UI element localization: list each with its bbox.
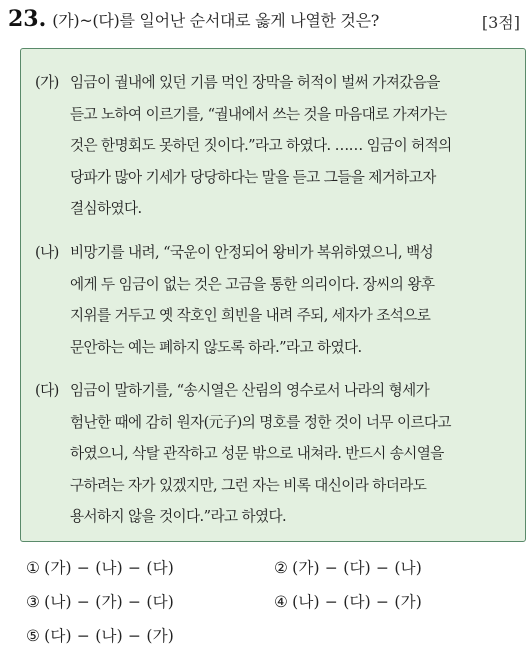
question-stem: (가)~(다)를 일어난 순서대로 옳게 나열한 것은?: [52, 11, 380, 30]
passage-marker: (가): [35, 74, 59, 91]
choice-5[interactable]: [26, 624, 174, 646]
passage-marker: (나): [35, 244, 59, 261]
choice-number: ②: [274, 559, 289, 577]
question-header: [8, 6, 524, 36]
passage-line: 결심하였다.: [70, 200, 142, 217]
choice-1[interactable]: [26, 556, 174, 578]
passage-line: 험난한 때에 감히 원자(元子)의 명호를 정한 것이 너무 이르다고: [70, 413, 451, 431]
passage-text: 임금이 궐내에 있던 기름 먹인 장막을 허적이 벌써 가져갔음을: [70, 74, 440, 91]
passage-line: 당파가 많아 기세가 당당하다는 말을 듣고 그들을 제거하고자: [70, 168, 436, 186]
passage-line: 문안하는 예는 폐하지 않도록 하라.”라고 하였다.: [70, 338, 362, 356]
choice-text: (나) − (다) − (가): [292, 593, 422, 611]
choice-text: (가) − (다) − (나): [292, 559, 422, 577]
passage-line: [35, 375, 513, 407]
passage-line: 것은 한명회도 못하던 짓이다.”라고 하였다. …… 임금이 허적의: [70, 137, 452, 154]
passage-marker: (다): [35, 382, 59, 399]
choice-number: ①: [26, 559, 41, 577]
passage-na: [35, 237, 513, 363]
choice-2[interactable]: [274, 556, 422, 578]
choice-number: ④: [274, 593, 289, 611]
choice-number: ⑤: [26, 627, 41, 645]
passage-box: [20, 48, 526, 542]
passage-line: [35, 67, 513, 99]
passage-line: 지위를 거두고 옛 작호인 희빈을 내려 주되, 세자가 조석으로: [70, 307, 431, 324]
choice-text: (다) − (나) − (가): [44, 627, 174, 645]
passage-text: 임금이 말하기를, “송시열은 산림의 영수로서 나라의 형세가: [70, 382, 430, 399]
passage-line: 듣고 노하여 이르기를, “궐내에서 쓰는 것을 마음대로 가져가는: [70, 105, 447, 123]
choice-4[interactable]: [274, 590, 422, 612]
choice-text: (나) − (가) − (다): [44, 593, 174, 611]
passage-da: [35, 375, 513, 533]
question-points: [3점]: [481, 13, 520, 32]
passage-line: 하였으니, 삭탈 관작하고 성문 밖으로 내쳐라. 반드시 송시열을: [70, 445, 444, 462]
choice-number: ③: [26, 593, 41, 611]
choice-3[interactable]: [26, 590, 174, 612]
passage-text: 비망기를 내려, “국운이 안정되어 왕비가 복위하였으니, 백성: [70, 244, 434, 261]
question-number: 23.: [8, 6, 47, 32]
choice-text: (가) − (나) − (다): [44, 559, 174, 577]
passage-ga: [35, 67, 513, 225]
passage-line: 에게 두 임금이 없는 것은 고금을 통한 의리이다. 장씨의 왕후: [70, 275, 435, 293]
passage-line: [35, 237, 513, 269]
passage-line: 구하려는 자가 있겠지만, 그런 자는 비록 대신이라 하더라도: [70, 476, 427, 494]
passage-line: 용서하지 않을 것이다.”라고 하였다.: [70, 508, 287, 525]
